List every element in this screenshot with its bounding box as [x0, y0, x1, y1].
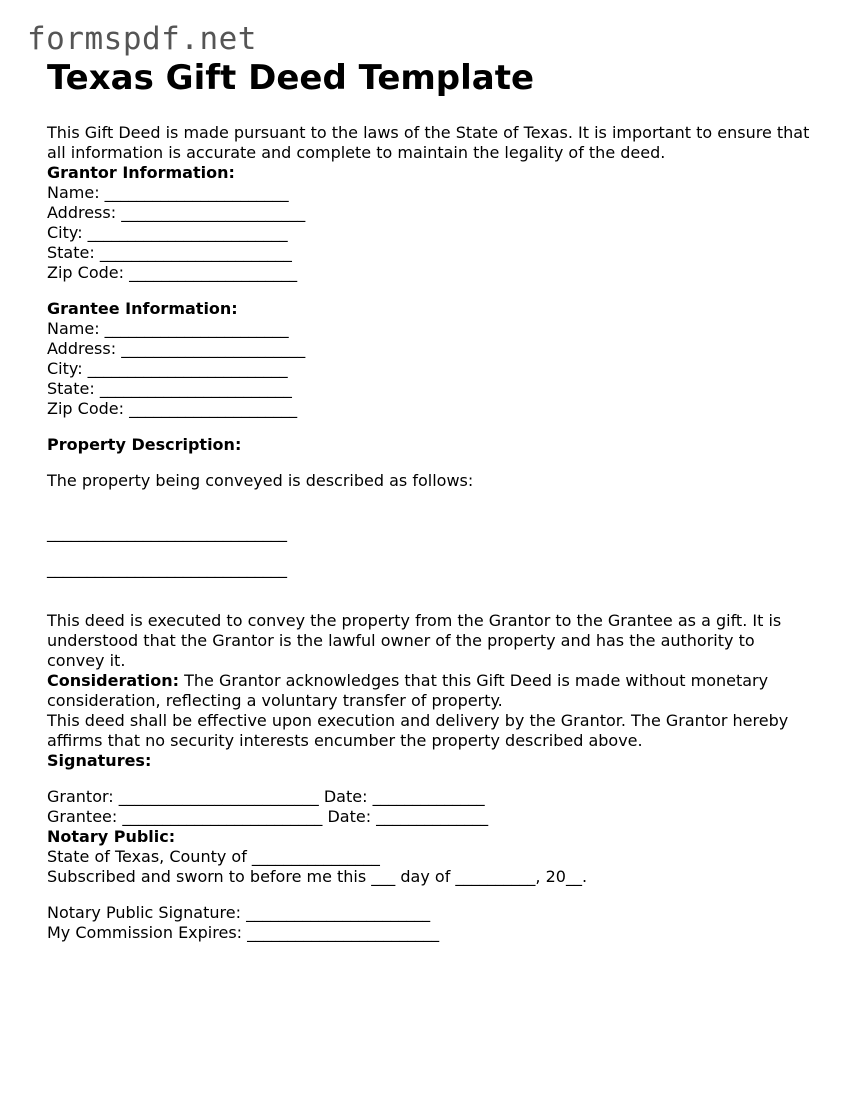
- consideration-label: Consideration:: [47, 671, 180, 690]
- grantor-heading: Grantor Information:: [47, 163, 235, 182]
- consideration-paragraph: [47, 671, 817, 711]
- grantee-heading: Grantee Information:: [47, 299, 238, 318]
- property-blank-line[interactable]: ______________________________: [47, 559, 287, 578]
- notary-signature-block: [47, 903, 817, 943]
- grantee-signature-line[interactable]: Grantee: _________________________ Date: ______________: [47, 807, 489, 826]
- page-title: Texas Gift Deed Template: [47, 58, 535, 98]
- grantor-signature-line[interactable]: Grantor: _________________________ Date: ______________: [47, 787, 485, 806]
- notary-county-line[interactable]: State of Texas, County of ________________: [47, 847, 380, 866]
- grantee-address-field[interactable]: Address: _______________________: [47, 339, 306, 358]
- consideration-text: The Grantor acknowledges that this Gift Deed is made without monetary consideration, reflecting a voluntary transfer of property.: [47, 671, 769, 710]
- effective-paragraph: This deed shall be effective upon execution and delivery by the Grantor. The Grantor hereby affirms that no security interests encumber the property described above.: [47, 711, 789, 750]
- notary-section: [47, 827, 817, 887]
- grantor-name-field[interactable]: Name: _______________________: [47, 183, 289, 202]
- property-blank-line[interactable]: ______________________________: [47, 523, 287, 542]
- grantee-city-field[interactable]: City: _________________________: [47, 359, 288, 378]
- grantor-zip-field[interactable]: Zip Code: _____________________: [47, 263, 298, 282]
- conveyance-paragraph: This deed is executed to convey the property from the Grantor to the Grantee as a gift. It is understood that the Grantor is the lawful owner of the property and has the authority to convey it.: [47, 611, 782, 670]
- notary-heading: Notary Public:: [47, 827, 176, 846]
- grantee-state-field[interactable]: State: ________________________: [47, 379, 292, 398]
- grantor-section: [47, 163, 817, 283]
- notary-signature-line[interactable]: Notary Public Signature: _______________________: [47, 903, 431, 922]
- property-section: [47, 435, 817, 579]
- grantee-zip-field[interactable]: Zip Code: _____________________: [47, 399, 298, 418]
- notary-sworn-line[interactable]: Subscribed and sworn to before me this ___ day of __________, 20__.: [47, 867, 588, 886]
- commission-expires-line[interactable]: My Commission Expires: ________________________: [47, 923, 440, 942]
- grantor-city-field[interactable]: City: _________________________: [47, 223, 288, 242]
- document-body: [47, 123, 817, 943]
- property-text: The property being conveyed is described as follows:: [47, 471, 474, 490]
- grantor-address-field[interactable]: Address: _______________________: [47, 203, 306, 222]
- watermark-logo: formspdf.net: [27, 21, 257, 57]
- intro-paragraph: This Gift Deed is made pursuant to the laws of the State of Texas. It is important to ensure that all information is accurate and complete to maintain the legality of the deed.: [47, 123, 810, 162]
- grantee-section: [47, 299, 817, 419]
- grantor-state-field[interactable]: State: ________________________: [47, 243, 292, 262]
- signatures-heading: Signatures:: [47, 751, 152, 770]
- grantee-name-field[interactable]: Name: _______________________: [47, 319, 289, 338]
- property-heading: Property Description:: [47, 435, 242, 454]
